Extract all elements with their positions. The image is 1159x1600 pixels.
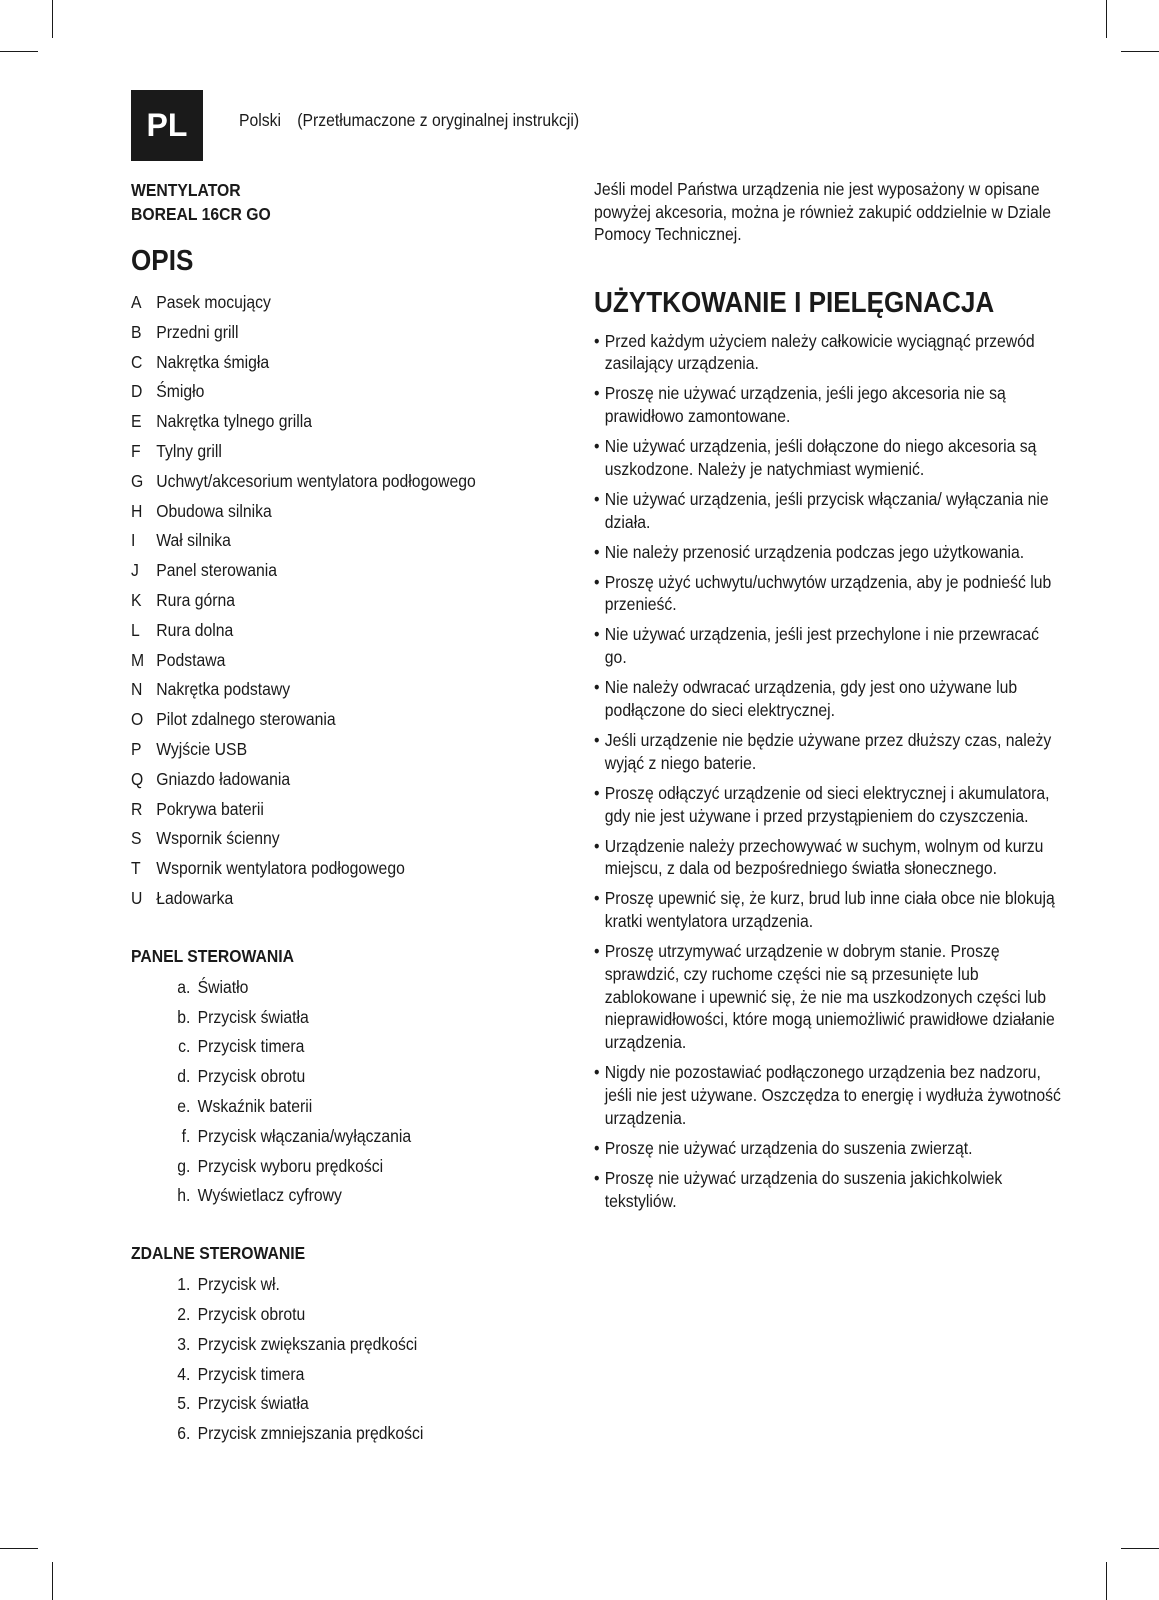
part-item xyxy=(131,616,509,646)
language-label: Polski xyxy=(239,110,282,130)
part-item-key: I xyxy=(131,530,136,551)
part-item-label: Tylny grill xyxy=(156,440,222,461)
control-panel-item xyxy=(131,1152,509,1182)
part-item-key: E xyxy=(131,411,142,432)
control-panel-item-key: h. xyxy=(177,1185,191,1206)
remote-item-label: Przycisk obrotu xyxy=(197,1303,306,1324)
part-item-key: D xyxy=(131,381,143,402)
crop-mark-top-left-vertical xyxy=(52,0,53,38)
part-item-key: L xyxy=(131,619,140,640)
use-care-item: • Proszę nie używać urządzenia do suszenia jakichkolwiek tekstyliów. xyxy=(594,1167,1064,1213)
part-item xyxy=(131,467,509,497)
part-item xyxy=(131,377,509,407)
use-care-heading: UŻYTKOWANIE I PIELĘGNACJA xyxy=(594,286,995,319)
remote-item-key: 6. xyxy=(177,1423,191,1444)
crop-mark-top-right-vertical xyxy=(1106,0,1107,38)
control-panel-item xyxy=(131,1181,509,1211)
use-care-item: • Nigdy nie pozostawiać podłączonego urządzenia bez nadzoru, jeśli nie jest używane. Oszczędza to energię i wydłuża żywotność urządzenia. xyxy=(594,1061,1064,1129)
control-panel-item-label: Wyświetlacz cyfrowy xyxy=(197,1185,342,1206)
use-care-item: • Proszę odłączyć urządzenie od sieci elektrycznej i akumulatora, gdy nie jest używane i przed przystąpieniem do czyszczenia. xyxy=(594,782,1064,828)
part-item-label: Nakrętka podstawy xyxy=(156,679,291,700)
part-item-label: Ładowarka xyxy=(156,887,234,908)
part-item-label: Uchwyt/akcesorium wentylatora podłogowego xyxy=(156,470,476,491)
part-item xyxy=(131,348,509,378)
remote-control-list xyxy=(131,1270,509,1449)
part-item xyxy=(131,437,509,467)
remote-item-key: 2. xyxy=(177,1303,191,1324)
translation-note: (Przetłumaczone z oryginalnej instrukcji) xyxy=(297,110,580,130)
product-type: WENTYLATOR xyxy=(131,180,241,200)
part-item-label: Rura dolna xyxy=(156,619,234,640)
part-item xyxy=(131,556,509,586)
part-item-key: T xyxy=(131,858,141,879)
part-item-key: N xyxy=(131,679,143,700)
part-item-label: Nakrętka tylnego grilla xyxy=(156,411,313,432)
part-item-label: Śmigło xyxy=(156,381,205,402)
part-item xyxy=(131,586,509,616)
use-care-item: • Proszę utrzymywać urządzenie w dobrym stanie. Proszę sprawdzić, czy ruchome części nie są przesunięte lub zablokowane i upewnić się, że nie ma uszkodzonych części lub nieprawidłowości, które mogą uniemożliwić prawidłowe działanie urządzenia. xyxy=(594,940,1064,1054)
use-care-item: • Nie używać urządzenia, jeśli dołączone do niego akcesoria są uszkodzone. Należy je natychmiast wymienić. xyxy=(594,435,1064,481)
remote-item xyxy=(131,1300,509,1330)
part-item-label: Wał silnika xyxy=(156,530,231,551)
right-column xyxy=(594,178,1064,1220)
part-item-key: P xyxy=(131,738,142,759)
part-item xyxy=(131,407,509,437)
part-item xyxy=(131,705,509,735)
part-item-label: Rura górna xyxy=(156,589,236,610)
part-item xyxy=(131,526,509,556)
control-panel-item-label: Przycisk światła xyxy=(197,1006,309,1027)
parts-list xyxy=(131,288,509,914)
part-item-label: Nakrętka śmigła xyxy=(156,351,270,372)
part-item xyxy=(131,854,509,884)
control-panel-item xyxy=(131,1092,509,1122)
part-item xyxy=(131,288,509,318)
part-item-label: Przedni grill xyxy=(156,321,239,342)
part-item-key: M xyxy=(131,649,145,670)
use-care-item: • Proszę upewnić się, że kurz, brud lub inne ciała obce nie blokują kratki wentylatora urządzenia. xyxy=(594,887,1064,933)
part-item-key: R xyxy=(131,798,143,819)
remote-item-label: Przycisk timera xyxy=(197,1363,305,1384)
part-item-key: Q xyxy=(131,768,144,789)
use-care-item: • Jeśli urządzenie nie będzie używane przez dłuższy czas, należy wyjąć z niego baterie. xyxy=(594,729,1064,775)
control-panel-item xyxy=(131,1032,509,1062)
remote-item xyxy=(131,1360,509,1390)
crop-mark-bottom-left-horizontal xyxy=(0,1548,38,1549)
part-item-key: S xyxy=(131,828,142,849)
remote-item-label: Przycisk wł. xyxy=(197,1274,280,1295)
use-care-item: • Proszę nie używać urządzenia do suszenia zwierząt. xyxy=(594,1137,1064,1160)
use-care-item: • Proszę użyć uchwytu/uchwytów urządzenia, aby je podnieść lub przenieść. xyxy=(594,571,1064,617)
use-care-item: • Nie należy przenosić urządzenia podczas jego użytkowania. xyxy=(594,541,1064,564)
crop-mark-bottom-right-vertical xyxy=(1106,1562,1107,1600)
control-panel-item-key: d. xyxy=(177,1066,191,1087)
remote-item xyxy=(131,1419,509,1449)
remote-item-key: 1. xyxy=(177,1274,191,1295)
control-panel-item-label: Przycisk wyboru prędkości xyxy=(197,1155,384,1176)
part-item xyxy=(131,497,509,527)
crop-mark-top-left-horizontal xyxy=(0,51,38,52)
part-item-label: Wyjście USB xyxy=(156,738,248,759)
part-item-label: Pokrywa baterii xyxy=(156,798,264,819)
part-item-key: U xyxy=(131,887,143,908)
control-panel-item-label: Wskaźnik baterii xyxy=(197,1095,313,1116)
part-item xyxy=(131,884,509,914)
remote-item-key: 3. xyxy=(177,1333,191,1354)
control-panel-item-key: e. xyxy=(177,1095,191,1116)
use-care-item: • Nie używać urządzenia, jeśli jest przechylone i nie przewracać go. xyxy=(594,623,1064,669)
control-panel-item-key: f. xyxy=(181,1125,191,1146)
part-item-key: O xyxy=(131,709,144,730)
part-item xyxy=(131,795,509,825)
opis-heading: OPIS xyxy=(131,245,194,277)
control-panel-item-label: Światło xyxy=(197,976,249,997)
control-panel-item-label: Przycisk timera xyxy=(197,1036,305,1057)
remote-item-key: 5. xyxy=(177,1393,191,1414)
part-item-key: B xyxy=(131,321,142,342)
part-item xyxy=(131,765,509,795)
control-panel-item xyxy=(131,1122,509,1152)
control-panel-item xyxy=(131,1062,509,1092)
remote-item xyxy=(131,1270,509,1300)
left-column xyxy=(131,178,551,1449)
part-item-label: Gniazdo ładowania xyxy=(156,768,291,789)
crop-mark-top-right-horizontal xyxy=(1121,51,1159,52)
control-panel-item-key: g. xyxy=(177,1155,191,1176)
part-item xyxy=(131,318,509,348)
part-item-key: H xyxy=(131,500,143,521)
part-item xyxy=(131,735,509,765)
page-header xyxy=(239,110,579,131)
control-panel-list xyxy=(131,973,509,1211)
part-item xyxy=(131,675,509,705)
part-item-label: Podstawa xyxy=(156,649,226,670)
part-item-key: J xyxy=(131,560,139,581)
part-item-label: Wspornik ścienny xyxy=(156,828,280,849)
remote-item-label: Przycisk światła xyxy=(197,1393,309,1414)
control-panel-item-label: Przycisk włączania/wyłączania xyxy=(197,1125,412,1146)
use-care-item: • Proszę nie używać urządzenia, jeśli jego akcesoria nie są prawidłowo zamontowane. xyxy=(594,382,1064,428)
control-panel-item-key: c. xyxy=(178,1036,191,1057)
remote-item xyxy=(131,1330,509,1360)
part-item-label: Wspornik wentylatora podłogowego xyxy=(156,858,405,879)
remote-item-key: 4. xyxy=(177,1363,191,1384)
remote-control-heading: ZDALNE STEROWANIE xyxy=(131,1243,306,1264)
part-item-key: A xyxy=(131,292,142,312)
use-care-list xyxy=(594,330,1064,1213)
control-panel-item xyxy=(131,1003,509,1033)
use-care-item: • Nie należy odwracać urządzenia, gdy jest ono używane lub podłączone do sieci elektrycznej. xyxy=(594,676,1064,722)
control-panel-item xyxy=(131,973,509,1003)
use-care-item: • Urządzenie należy przechowywać w suchym, wolnym od kurzu miejscu, z dala od bezpośredniego światła słonecznego. xyxy=(594,835,1064,881)
crop-mark-bottom-left-vertical xyxy=(52,1562,53,1600)
remote-item-label: Przycisk zwiększania prędkości xyxy=(197,1333,418,1354)
remote-item xyxy=(131,1389,509,1419)
product-model: BOREAL 16CR GO xyxy=(131,204,271,224)
control-panel-item-key: a. xyxy=(177,976,191,997)
language-badge: PL xyxy=(131,90,203,161)
part-item xyxy=(131,824,509,854)
control-panel-item-label: Przycisk obrotu xyxy=(197,1066,306,1087)
use-care-item: • Przed każdym użyciem należy całkowicie wyciągnąć przewód zasilający urządzenia. xyxy=(594,330,1064,376)
part-item-label: Pilot zdalnego sterowania xyxy=(156,709,336,730)
part-item-key: G xyxy=(131,470,144,491)
part-item-key: C xyxy=(131,351,143,372)
remote-item-label: Przycisk zmniejszania prędkości xyxy=(197,1423,424,1444)
part-item-key: K xyxy=(131,589,142,610)
part-item xyxy=(131,646,509,676)
use-care-item: • Nie używać urządzenia, jeśli przycisk włączania/ wyłączania nie działa. xyxy=(594,488,1064,534)
control-panel-item-key: b. xyxy=(177,1006,191,1027)
part-item-label: Pasek mocujący xyxy=(156,292,271,312)
part-item-label: Panel sterowania xyxy=(156,560,278,581)
accessories-note: Jeśli model Państwa urządzenia nie jest wyposażony w opisane powyżej akcesoria, można je również zakupić oddzielnie w Dziale Pomocy Technicznej. xyxy=(594,179,1051,244)
part-item-label: Obudowa silnika xyxy=(156,500,272,521)
control-panel-heading: PANEL STEROWANIA xyxy=(131,945,295,966)
crop-mark-bottom-right-horizontal xyxy=(1121,1548,1159,1549)
part-item-key: F xyxy=(131,440,141,461)
